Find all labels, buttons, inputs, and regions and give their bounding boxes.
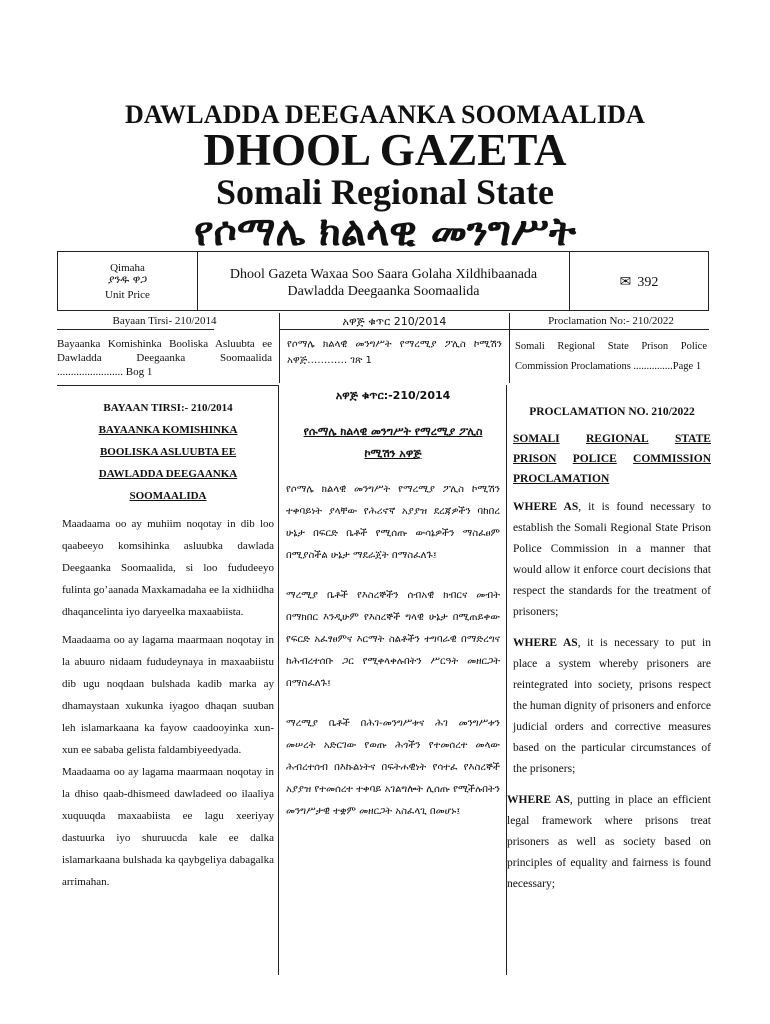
- english-paragraph: [507, 790, 711, 895]
- contents-amharic-head: አዋጅ ቁጥር 210/2014: [342, 315, 447, 328]
- state-name-amharic: የሶማሌ ክልላዊ መንግሥት: [193, 209, 576, 255]
- amharic-title-number: አዋጅ ቁጥር:-210/2014: [335, 389, 451, 402]
- somali-paragraph: Maadaama oo ay lagama maarmaan noqotay in la dhiso qaab-dhismeed dawladeed oo ilaaliya xuquuqda maxaabiista ee lagu xeeriyay dastuurka iyo shuruucda kale ee dalka islamarkaana bulshada ka qaybgeliya dabagalka arrimahan.: [62, 766, 274, 888]
- amharic-title-line: ኮሚሽን አዋጅ: [364, 447, 422, 460]
- somali-title-line: DAWLADDA DEEGAANKA: [98, 468, 238, 480]
- price-label-somali: Qimaha: [110, 262, 145, 274]
- contents-english-head: Proclamation No:- 210/2022: [548, 315, 674, 327]
- po-box-cell: [570, 252, 708, 310]
- envelope-icon: ✉: [619, 274, 632, 290]
- amharic-paragraph: ማረሚያ ቤቶች የእስረኞችን ሰብአዊ ክብርና መብት በማክበር እንዲሁም የእስረኞች ግላዊ ሁኔታ በሚጠይቀው የፍርድ አፈፃፀምና እርማት ስልቶችን ተግባራዊ በማድረግና ከሕብረተሰቡ ጋር የሚቀላቀሉበትን ሥርዓት መዘርጋት በማስፈለጉ፤: [286, 590, 500, 689]
- somali-column: [62, 385, 274, 893]
- po-box-number: 392: [637, 275, 659, 290]
- english-title-word: REGIONAL: [586, 433, 649, 445]
- table-of-contents: [57, 313, 709, 383]
- divider: [509, 313, 510, 383]
- contents-somali-body: Bayaanka Komishinka Booliska Asluubta ee Dawladda Deegaanka Soomaalida ........................ Bog 1: [57, 338, 272, 378]
- masthead-line1: DAWLADDA DEEGAANKA SOOMAALIDA: [124, 100, 646, 129]
- english-title-word: SOMALI: [513, 433, 560, 445]
- amharic-column: [286, 385, 500, 823]
- english-title-line: [513, 429, 711, 449]
- contents-somali: [57, 313, 272, 383]
- english-title-word: POLICE: [572, 453, 617, 465]
- contents-english-body: Somali Regional State Prison Police Commission Proclamations ...............Page 1: [515, 341, 707, 372]
- english-title-line: [513, 449, 711, 469]
- english-paragraph: [513, 633, 711, 780]
- english-column: [507, 385, 711, 895]
- english-title-word: PRISON: [513, 453, 557, 465]
- unit-price-cell: [58, 252, 198, 310]
- somali-title-line: BAYAANKA KOMISHINKA: [98, 424, 238, 436]
- english-paragraph-text: , it is found necessary to establish the Somali Regional State Prison Police Commission in a manner that would allow it enforce court decisions that respect the standards for the treatment of prisoners;: [513, 501, 711, 618]
- somali-title-number: BAYAAN TIRSI:- 210/2014: [103, 402, 233, 414]
- somali-title-line: SOOMAALIDA: [129, 490, 207, 502]
- contents-amharic: [287, 313, 502, 383]
- contents-amharic-body: የሶማሌ ክልላዊ መንግሥት የማረሚያ ፖሊስ ኮሚሽን አዋጅ………… ገጽ 1: [287, 339, 502, 366]
- publisher-line2: Dawladda Deegaanka Soomaalida: [287, 284, 480, 299]
- amharic-title-line: የሱማሌ ክልላዊ መንግሥት የማረሚያ ፖሊስ: [303, 425, 483, 438]
- somali-paragraph: Maadaama oo ay lagama maarmaan noqotay in la abuuro nidaam fududeynaya in maxaabiistu dib ugu noqdaan bulshada kadib marka ay dhamaystaan xukunka iyagoo dhaqan suuban leh islamarkaana ka fayow caadooyinka xun-xun ee sababa gelista fal​dambiyeedyada.: [62, 634, 274, 756]
- divider: [279, 313, 280, 383]
- whereas-lead: WHERE AS: [513, 501, 579, 513]
- publisher-cell: [198, 252, 570, 310]
- divider: [57, 385, 278, 386]
- publisher-line1: Dhool Gazeta Waxaa Soo Saara Golaha Xildhibaanada: [229, 267, 538, 282]
- english-paragraph-text: , putting in place an efficient legal framework where prisons treat prisoners as well as society based on principles of equality and fairness is found necessary;: [507, 794, 711, 890]
- whereas-lead: WHERE AS: [513, 637, 578, 649]
- english-title-line: PROCLAMATION: [513, 473, 610, 485]
- whereas-lead: WHERE AS: [507, 794, 570, 806]
- contents-english: [515, 313, 707, 383]
- english-title-word: COMMISSION: [633, 453, 711, 465]
- somali-title-line: BOOLISKA ASLUUBTA EE: [99, 446, 237, 458]
- gazette-title: DHOOL GAZETA: [203, 125, 567, 175]
- amharic-paragraph: ማረሚያ ቤቶች በሕገ-መንግሥቱና ሕገ መንግሥቱን መሠረት አድርገው የወጡ ሕጎችን የተመሰረተ መላው ሕብረተሰብ በእኩልነትና በፍትሐዊነት የሳተፈ የእስረኞች አያያዝ የተመሰረተ ተቀባይ አገልግሎት ሊሰጡ የሚችሉበትን መንግሥታዊ ተቋም መዘርጋት አስፈላጊ በመሆኑ፤: [286, 718, 500, 817]
- state-name-english: Somali Regional State: [216, 172, 554, 212]
- english-paragraph-text: , it is necessary to put in place a system whereby prisoners are reintegrated into society, prisons respect the human dignity of prisoners and enforce judicial orders and corrective measures based on the particular circumstances of the prisoners;: [513, 637, 711, 775]
- price-label-english: Unit Price: [105, 289, 150, 301]
- english-paragraph: [513, 497, 711, 623]
- price-label-amharic: ያንዱ ዋጋ: [107, 273, 148, 286]
- gazette-header-box: [57, 251, 709, 311]
- english-title-number: PROCLAMATION NO. 210/2022: [529, 406, 695, 418]
- amharic-paragraph: የሶማሌ ክልላዊ መንግሥት የማረሚያ ፖሊስ ኮሚሽን ተቀባይነት ያላቸው የሕሪኖኛ አያያዝ ደረጃዎችን ባከበረ ሁኔታ በፍርድ ቤቶች የሚሰጡ ውሳኔዎችን ማስፈፀም በሚያስችል ሁኔታ ማደራጀት በማስፈለጉ፤: [286, 484, 500, 561]
- column-divider: [278, 385, 279, 975]
- english-title-word: STATE: [674, 433, 711, 445]
- somali-paragraph: Maadaama oo ay muhiim noqotay in dib loo qaabeeyo komsihinka asluubka dawlada Deegaanka Soomaalida, si loo fududeeyo fulinta go’aanada Maxkamadaha ee la xidhiidha dhaqancelinta iyo daryeelka maxaabiista.: [62, 518, 274, 618]
- contents-somali-head: Bayaan Tirsi- 210/2014: [112, 315, 217, 327]
